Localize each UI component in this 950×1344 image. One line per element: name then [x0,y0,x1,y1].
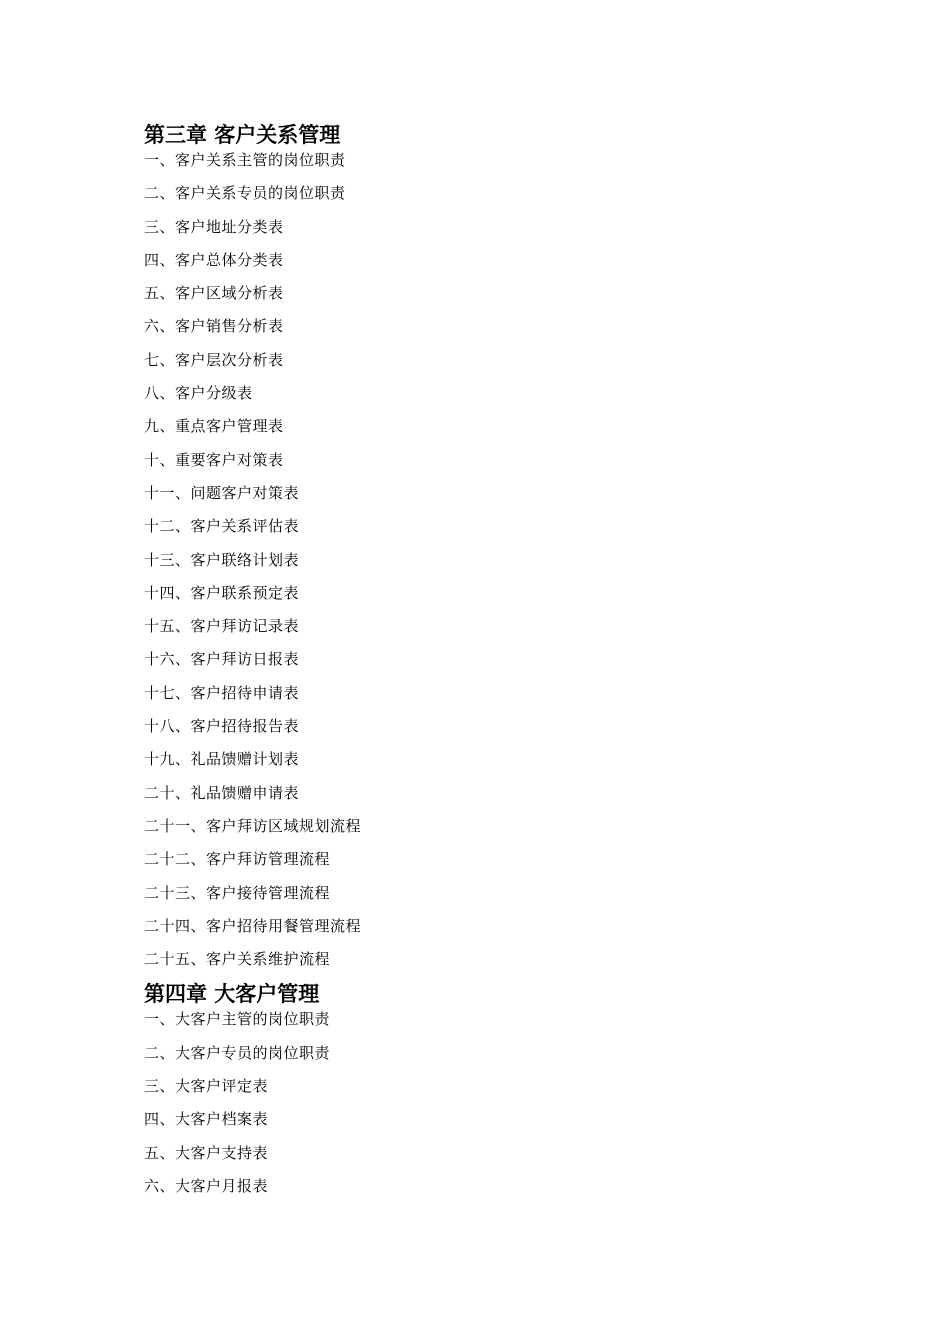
list-item: 五、客户区域分析表 [144,284,284,303]
list-item: 二、客户关系专员的岗位职责 [144,184,346,203]
list-item: 十七、客户招待申请表 [144,683,300,702]
list-item: 二十三、客户接待管理流程 [144,883,331,902]
list-item: 八、客户分级表 [144,384,253,403]
list-item: 十一、问题客户对策表 [144,483,300,502]
list-item: 二、大客户专员的岗位职责 [144,1043,331,1062]
list-item: 二十、礼品馈赠申请表 [144,783,300,802]
list-item: 一、大客户主管的岗位职责 [144,1010,331,1029]
list-item: 二十四、客户招待用餐管理流程 [144,916,362,935]
list-item: 五、大客户支持表 [144,1143,269,1162]
list-item: 六、客户销售分析表 [144,317,284,336]
list-item: 四、客户总体分类表 [144,250,284,269]
list-item: 四、大客户档案表 [144,1110,269,1129]
list-item: 十八、客户招待报告表 [144,717,300,736]
list-item: 十二、客户关系评估表 [144,517,300,536]
chapter-item-list [144,1011,844,1211]
list-item: 六、大客户月报表 [144,1176,269,1195]
list-item: 三、大客户评定表 [144,1077,269,1096]
chapter-title: 第四章 大客户管理 [144,981,320,1007]
list-item: 九、重点客户管理表 [144,417,284,436]
chapter-4 [144,977,844,1211]
list-item: 十九、礼品馈赠计划表 [144,750,300,769]
table-of-contents [144,118,844,1211]
list-item: 十六、客户拜访日报表 [144,650,300,669]
list-item: 十四、客户联系预定表 [144,583,300,602]
list-item: 十、重要客户对策表 [144,450,284,469]
list-item: 十五、客户拜访记录表 [144,617,300,636]
list-item: 三、客户地址分类表 [144,217,284,236]
chapter-title: 第三章 客户关系管理 [144,122,341,147]
chapter-3 [144,118,844,984]
list-item: 七、客户层次分析表 [144,350,284,369]
list-item: 二十一、客户拜访区域规划流程 [144,816,362,835]
list-item: 一、客户关系主管的岗位职责 [144,151,346,169]
list-item: 十三、客户联络计划表 [144,550,300,569]
list-item: 二十二、客户拜访管理流程 [144,850,331,869]
chapter-item-list [144,152,844,984]
list-item: 二十五、客户关系维护流程 [144,950,331,969]
